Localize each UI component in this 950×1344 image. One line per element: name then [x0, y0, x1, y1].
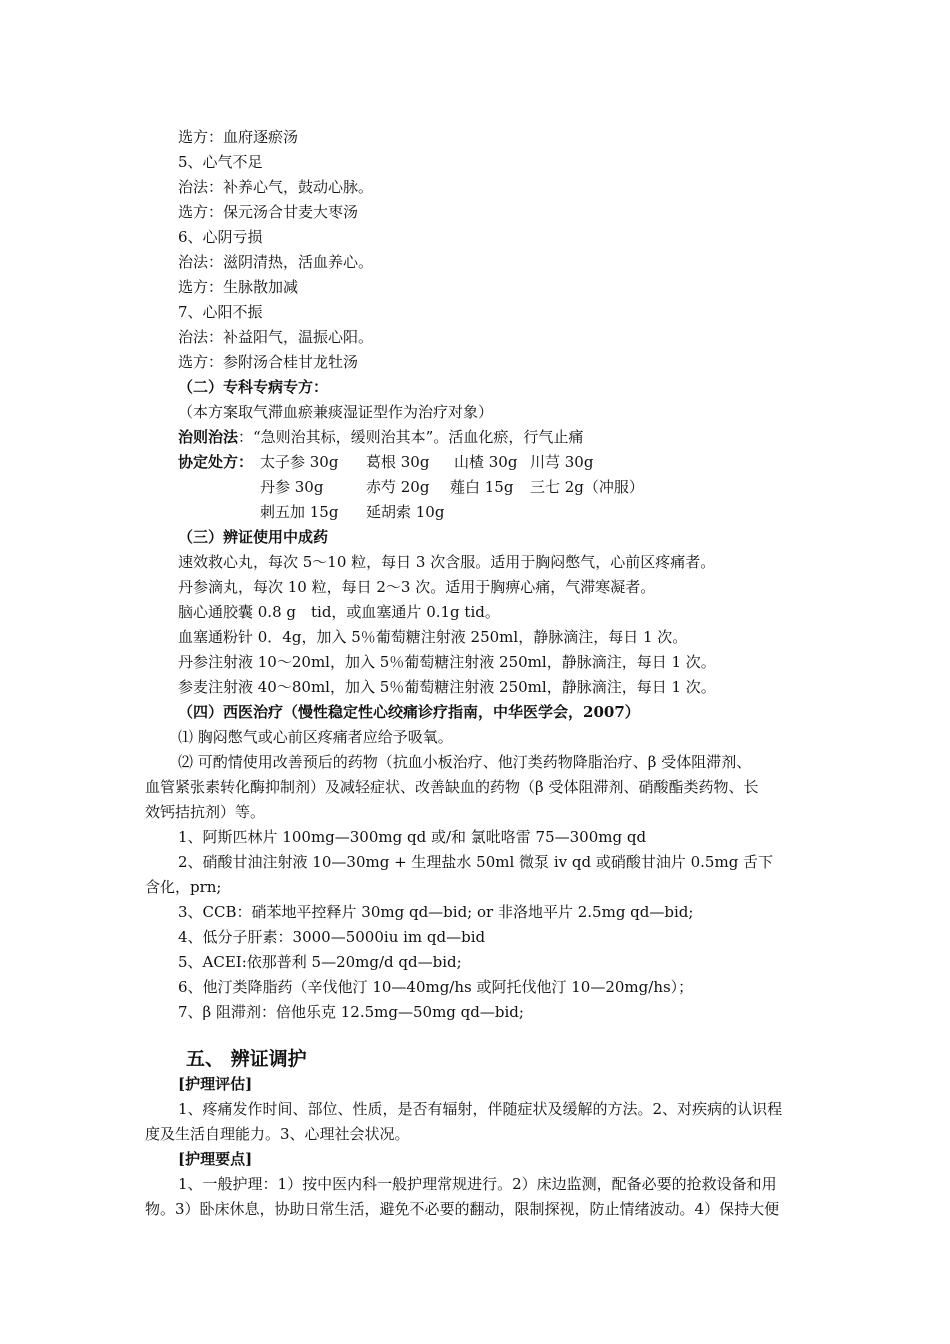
subsection-label: [护理要点]	[178, 1150, 253, 1168]
principle-line	[178, 427, 583, 447]
subsection-label: [护理评估]	[178, 1075, 253, 1093]
paragraph-line: 物。3）卧床休息，协助日常生活，避免不必要的翻动，限制探视，防止情绪波动。4）保持大便	[145, 1200, 780, 1218]
principle-label: 治则治法	[178, 428, 239, 446]
medicine-item: 血塞通粉针 0．4g，加入 5％葡萄糖注射液 250ml，静脉滴注，每日 1 次。	[178, 628, 688, 646]
text-line: 5、心气不足	[178, 153, 263, 171]
prescription-label: 协定处方：	[178, 453, 254, 471]
drug-line: 2、硝酸甘油注射液 10—30mg + 生理盐水 50ml 微泵 iv qd 或硝酸甘油片 0.5mg 舌下	[178, 853, 774, 871]
text-line: 治法：滋阴清热，活血养心。	[178, 253, 374, 271]
herb-item: 三七 2g（冲服）	[530, 478, 644, 496]
herb-item: 丹参 30g	[260, 478, 324, 496]
text-line: 治法：补养心气，鼓动心脉。	[178, 178, 374, 196]
drug-line: 含化，prn;	[145, 878, 222, 896]
text-line: 7、心阳不振	[178, 303, 263, 321]
paragraph-line: 1、疼痛发作时间、部位、性质，是否有辐射，伴随症状及缓解的方法。2、对疾病的认识程	[178, 1100, 783, 1118]
text-line: 治法：补益阳气，温振心阳。	[178, 328, 374, 346]
herb-item: 山楂 30g	[454, 453, 518, 471]
drug-line: 1、阿斯匹林片 100mg—300mg qd 或/和 氯吡咯雷 75—300mg qd	[178, 828, 647, 846]
drug-line: 6、他汀类降脂药（辛伐他汀 10—40mg/hs 或阿托伐他汀 10—20mg/hs）；	[178, 978, 694, 996]
herb-item: 刺五加 15g	[260, 503, 339, 521]
drug-line: 5、ACEI:依那普利 5—20mg/d qd—bid;	[178, 953, 462, 971]
text-line: 6、心阴亏损	[178, 228, 263, 246]
medicine-item: 参麦注射液 40～80ml，加入 5％葡萄糖注射液 250ml，静脉滴注，每日 1 次。	[178, 678, 716, 696]
paragraph-line: ⑴ 胸闷憋气或心前区疼痛者应给予吸氧。	[178, 728, 453, 746]
herb-item: 延胡索 10g	[366, 503, 445, 521]
paragraph-line: 效钙拮抗剂）等。	[145, 803, 266, 821]
section-title: （三）辨证使用中成药	[178, 528, 329, 546]
medicine-item: 丹参注射液 10～20ml，加入 5％葡萄糖注射液 250ml，静脉滴注，每日 1 次。	[178, 653, 716, 671]
medicine-item: 丹参滴丸，每次 10 粒，每日 2～3 次。适用于胸痹心痛，气滞寒凝者。	[178, 578, 656, 596]
section-note: （本方案取气滞血瘀兼痰湿证型作为治疗对象）	[178, 403, 494, 421]
herb-item: 赤芍 20g	[366, 478, 430, 496]
herb-item: 葛根 30g	[366, 453, 430, 471]
drug-line: 7、β 阻滞剂：倍他乐克 12.5mg—50mg qd—bid;	[178, 1003, 524, 1021]
medicine-item: 速效救心丸，每次 5～10 粒，每日 3 次含服。适用于胸闷憋气，心前区疼痛者。	[178, 553, 716, 571]
herb-item: 薤白 15g	[450, 478, 514, 496]
herb-item: 川芎 30g	[530, 453, 594, 471]
paragraph-line: 血管紧张素转化酶抑制剂）及减轻症状、改善缺血的药物（β 受体阻滞剂、硝酸酯类药物、长	[145, 778, 759, 796]
medicine-item: 脑心通胶囊 0.8 g tid，或血塞通片 0.1g tid。	[178, 603, 500, 621]
chapter-heading: 五、 辨证调护	[186, 1048, 307, 1070]
drug-line: 4、低分子肝素：3000—5000iu im qd—bid	[178, 928, 486, 946]
principle-text: ：“急则治其标，缓则治其本”。活血化瘀，行气止痛	[238, 428, 584, 446]
paragraph-line: 度及生活自理能力。3、心理社会状况。	[145, 1125, 410, 1143]
section-title: （二）专科专病专方：	[178, 378, 329, 396]
text-line: 选方：保元汤合甘麦大枣汤	[178, 203, 359, 221]
drug-line: 3、CCB：硝苯地平控释片 30mg qd—bid; or 非洛地平片 2.5mg qd—bid;	[178, 903, 694, 921]
section-title: （四）西医治疗（慢性稳定性心绞痛诊疗指南，中华医学会，2007）	[178, 703, 640, 721]
paragraph-line: ⑵ 可酌情使用改善预后的药物（抗血小板治疗、他汀类药物降脂治疗、β 受体阻滞剂、	[178, 753, 752, 771]
text-line: 选方：参附汤合桂甘龙牡汤	[178, 353, 359, 371]
text-line: 选方：血府逐瘀汤	[178, 128, 299, 146]
herb-item: 太子参 30g	[260, 453, 339, 471]
paragraph-line: 1、一般护理：1）按中医内科一般护理常规进行。2）床边监测，配备必要的抢救设备和用	[178, 1175, 777, 1193]
text-line: 选方：生脉散加减	[178, 278, 299, 296]
